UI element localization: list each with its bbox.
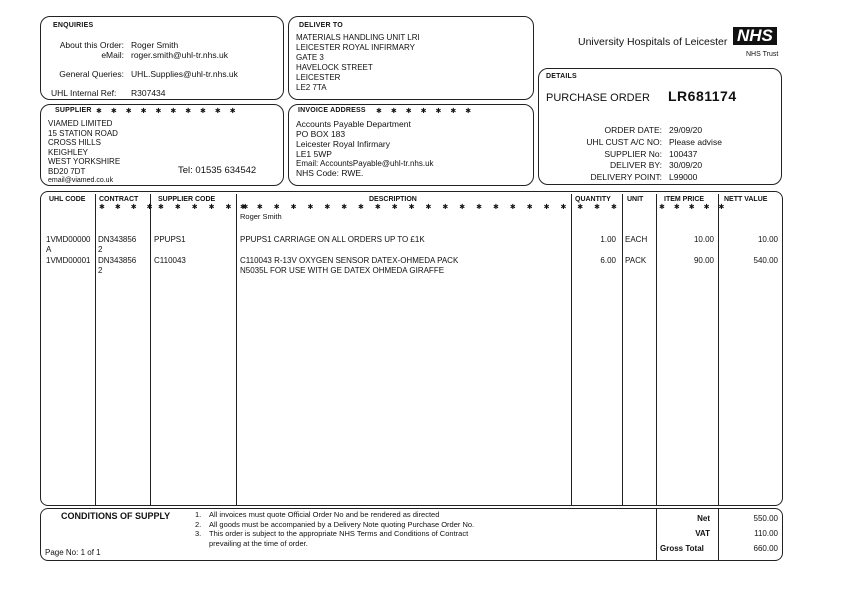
row-item-price: 90.00 [693, 256, 714, 265]
cust-ac-value: Please advise [669, 137, 722, 147]
invoice-line: PO BOX 183 [296, 129, 346, 139]
deliver-to-line: LEICESTER ROYAL INFIRMARY [296, 43, 415, 52]
invoice-line: LE1 5WP [296, 148, 332, 159]
row-nett-value: 10.00 [757, 235, 778, 244]
deliver-to-line: GATE 3 [296, 53, 324, 62]
details-title: DETAILS [546, 73, 577, 80]
invoice-line: Leicester Royal Infirmary [296, 139, 391, 149]
col-uhl-code: UHL CODE [49, 196, 86, 203]
page-number: Page No: 1 of 1 [45, 548, 101, 557]
col-unit: UNIT [627, 196, 644, 203]
about-order-name: Roger Smith [131, 40, 179, 50]
invoice-title: INVOICE ADDRESS [298, 107, 366, 114]
nhs-trust-label: NHS Trust [746, 51, 779, 58]
net-label: Net [697, 514, 710, 523]
condition-text: This order is subject to the appropriate NHS Terms and Conditions of Contract [209, 529, 469, 538]
invoice-nhs-code: NHS Code: RWE. [296, 167, 364, 178]
header-stars: ✱✱✱✱ [99, 204, 163, 211]
deliver-to-line: LE2 7TA [296, 83, 327, 92]
row-quantity: 1.00 [600, 235, 616, 244]
header-stars: ✱✱✱✱✱✱ [158, 204, 260, 211]
deliver-by-label: DELIVER BY: [610, 160, 662, 170]
org-name: University Hospitals of Leicester [578, 36, 728, 48]
invoice-stars: ✱✱✱✱✱✱✱ [376, 108, 481, 115]
nhs-logo: NHS [733, 27, 777, 45]
email-label: eMail: [101, 50, 124, 60]
enquiries-title: ENQUIRIES [53, 22, 94, 29]
gross-label: Gross Total [660, 544, 704, 553]
general-queries-label: General Queries: [59, 69, 124, 79]
row-unit: PACK [625, 256, 647, 265]
col-contract: CONTRACT [99, 196, 139, 203]
deliver-to-line: MATERIALS HANDLING UNIT LRI [296, 33, 420, 42]
supplier-stars: ✱✱✱✱✱✱✱✱✱✱ [96, 108, 245, 115]
cust-ac-label: UHL CUST A/C NO: [586, 137, 662, 147]
order-date-label: ORDER DATE: [604, 125, 662, 135]
supplier-line: email@viamed.co.uk [48, 177, 114, 184]
row-contract-suffix: 2 [98, 266, 103, 275]
deliver-by-value: 30/09/20 [669, 160, 703, 170]
row-supplier-code: C110043 [154, 256, 186, 265]
invoice-line: Accounts Payable Department [296, 119, 411, 129]
uhl-ref-label: UHL Internal Ref: [51, 88, 117, 98]
row-description-line2: N5035L FOR USE WITH GE DATEX OHMEDA GIRAFFE [240, 266, 445, 275]
condition-num: 1. [195, 510, 202, 519]
delivery-point-value: L99000 [669, 172, 698, 182]
supplier-line: 15 STATION ROAD [48, 128, 118, 138]
about-order-label: About this Order: [59, 40, 124, 50]
condition-num: 2. [195, 519, 202, 529]
row-nett-value: 540.00 [753, 256, 778, 265]
general-queries-value[interactable]: UHL.Supplies@uhl-tr.nhs.uk [131, 69, 238, 79]
row-contract: DN343856 [98, 235, 137, 244]
row-item-price: 10.00 [693, 235, 714, 244]
supplier-tel: Tel: 01535 634542 [178, 165, 257, 176]
col-description: DESCRIPTION [369, 196, 417, 203]
requester-name: Roger Smith [240, 212, 282, 221]
supplier-line: WEST YORKSHIRE [48, 157, 121, 166]
order-date-value: 29/09/20 [669, 125, 703, 135]
row-quantity: 6.00 [600, 256, 616, 265]
condition-text: prevailing at the time of order. [209, 538, 308, 548]
supplier-no-value: 100437 [669, 149, 698, 159]
invoice-email[interactable]: Email: AccountsPayable@uhl-tr.nhs.uk [296, 159, 434, 168]
net-value: 550.00 [753, 514, 778, 523]
condition-text: All invoices must quote Official Order No and be rendered as directed [209, 510, 440, 519]
conditions-title: CONDITIONS OF SUPPLY [61, 511, 171, 521]
email-value[interactable]: roger.smith@uhl-tr.nhs.uk [131, 50, 228, 60]
row-contract-suffix: 2 [98, 245, 103, 254]
row-supplier-code: PPUPS1 [154, 235, 186, 244]
col-item-price: ITEM PRICE [664, 196, 705, 203]
delivery-point-label: DELIVERY POINT: [590, 172, 662, 182]
col-supplier-code: SUPPLIER CODE [158, 196, 216, 203]
vat-label: VAT [695, 529, 710, 538]
row-unit: EACH [625, 235, 648, 244]
condition-num: 3. [195, 529, 202, 538]
col-quantity: QUANTITY [575, 196, 611, 203]
supplier-no-label: SUPPLIER No: [604, 149, 662, 159]
supplier-title: SUPPLIER [55, 107, 92, 114]
gross-value: 660.00 [753, 544, 778, 553]
header-stars: ✱✱✱✱✱✱✱✱✱✱✱✱✱✱✱✱✱✱✱✱✱✱✱ [240, 204, 628, 211]
supplier-line: CROSS HILLS [48, 138, 101, 147]
supplier-line: KEIGHLEY [48, 147, 89, 157]
header-stars: ✱✱✱✱✱ [659, 204, 734, 211]
po-number: LR681174 [668, 88, 737, 104]
supplier-line: VIAMED LIMITED [48, 119, 113, 128]
row-uhl-code: 1VMD00001 [46, 256, 91, 265]
row-contract: DN343856 [98, 256, 137, 265]
deliver-to-title: DELIVER TO [299, 22, 343, 29]
vat-value: 110.00 [754, 529, 778, 538]
deliver-to-line: HAVELOCK STREET [296, 63, 373, 72]
col-nett-value: NETT VALUE [724, 196, 768, 203]
po-label: PURCHASE ORDER [546, 92, 650, 104]
uhl-ref-value: R307434 [131, 88, 166, 98]
row-description: C110043 R-13V OXYGEN SENSOR DATEX-OHMEDA PACK [240, 256, 459, 265]
row-description: PPUPS1 CARRIAGE ON ALL ORDERS UP TO £1K [240, 235, 425, 244]
deliver-to-line: LEICESTER [296, 73, 341, 82]
row-uhl-code-suffix: A [46, 245, 52, 254]
row-uhl-code: 1VMD00000 [46, 235, 91, 244]
supplier-line: BD20 7DT [48, 166, 86, 176]
condition-text: All goods must be accompanied by a Delivery Note quoting Purchase Order No. [209, 519, 475, 529]
